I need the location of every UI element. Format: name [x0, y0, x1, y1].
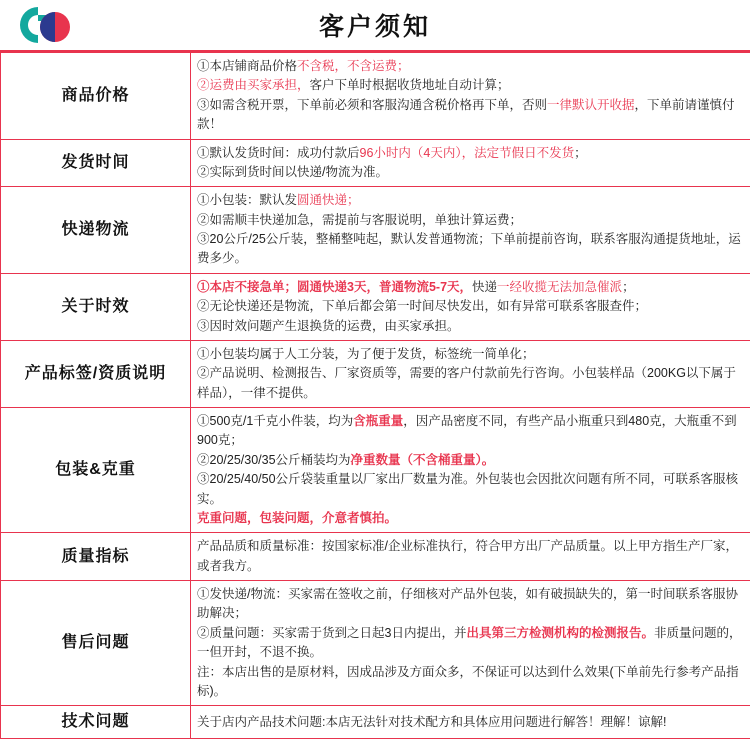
- content-line: [197, 57, 744, 76]
- content-line: [197, 451, 744, 470]
- content-line: [197, 191, 744, 210]
- row-content: [191, 53, 750, 140]
- content-text: ①本店铺商品价格: [197, 59, 297, 73]
- table-row: [1, 139, 750, 187]
- content-text: ，因产品密度不同，有些产品小瓶重只到480克，大瓶重不到900克；: [197, 414, 737, 447]
- content-text: ③20公斤/25公斤装，整桶整吨起，默认发普通物流；下单前提前咨询，联系客服沟通提货地址，运费多少。: [197, 232, 741, 265]
- content-line: [197, 211, 744, 230]
- content-line: [197, 663, 744, 702]
- table-row: [1, 340, 750, 407]
- content-text: 一律默认开收据: [547, 98, 635, 112]
- content-text: ①默认发货时间：成功付款后: [197, 146, 360, 160]
- row-label: 售后问题: [1, 581, 191, 706]
- content-line: [197, 76, 744, 95]
- content-text: 快递: [472, 280, 497, 294]
- content-text: ①发快递/物流：买家需在签收之前，仔细核对产品外包装，如有破损缺失的，第一时间联系客服协助解决；: [197, 587, 738, 620]
- content-text: ②运费由买家承担，: [197, 78, 310, 92]
- table-row: [1, 273, 750, 340]
- content-line: [197, 345, 744, 364]
- row-label: 产品标签/资质说明: [1, 340, 191, 407]
- content-text: ②质量问题：买家需于货到之日起3日内提出，并: [197, 626, 466, 640]
- row-content: [191, 581, 750, 706]
- row-label: 质量指标: [1, 533, 191, 581]
- content-text: 注：本店出售的是原材料，因成品涉及方面众多，不保证可以达到什么效果(下单前先行参考产品指标)。: [197, 665, 739, 698]
- content-line: [197, 317, 744, 336]
- content-text: 96小时内（4天内），法定节假日不发货: [360, 146, 575, 160]
- content-text: 不含税，不含运费；: [297, 59, 410, 73]
- content-line: [197, 509, 744, 528]
- content-text: ②产品说明、检测报告、厂家资质等，需要的客户付款前先行咨询。小包装样品（200KG以下属于样品），一律不提供。: [197, 366, 736, 399]
- content-line: [197, 470, 744, 509]
- content-line: [197, 144, 744, 163]
- row-label: 商品价格: [1, 53, 191, 140]
- page-title: 客户须知: [319, 7, 431, 43]
- content-text: ③因时效问题产生退换货的运费，由买家承担。: [197, 319, 460, 333]
- row-label: 关于时效: [1, 273, 191, 340]
- row-content: [191, 533, 750, 581]
- content-text: 含瓶重量: [353, 414, 403, 428]
- content-line: [197, 713, 744, 732]
- content-text: ②20/25/30/35公斤桶装均为: [197, 453, 351, 467]
- content-text: ②无论快递还是物流，下单后都会第一时间尽快发出，如有异常可联系客服查件；: [197, 299, 647, 313]
- content-line: [197, 624, 744, 663]
- content-text: 客户下单时根据收货地址自动计算；: [310, 78, 510, 92]
- content-text: 关于店内产品技术问题:本店无法针对技术配方和具体应用问题进行解答！理解！谅解!: [197, 715, 666, 729]
- content-text: ①本店不接急单；圆通快递3天，普通物流5-7天，: [197, 280, 472, 294]
- content-line: [197, 297, 744, 316]
- content-text: ③20/25/40/50公斤袋装重量以厂家出厂数量为准。外包装也会因批次问题有所不同，可联系客服核实。: [197, 472, 738, 505]
- content-text: ①小包装：默认发: [197, 193, 297, 207]
- content-line: [197, 364, 744, 403]
- content-text: 圆通快递；: [297, 193, 360, 207]
- row-content: [191, 187, 750, 274]
- content-line: [197, 278, 744, 297]
- content-line: [197, 412, 744, 451]
- content-text: ①500克/1千克小件装，均为: [197, 414, 353, 428]
- content-text: ②实际到货时间以快递/物流为准。: [197, 165, 388, 179]
- row-content: [191, 706, 750, 739]
- row-label: 快递物流: [1, 187, 191, 274]
- content-text: ；: [574, 146, 587, 160]
- table-row: [1, 408, 750, 533]
- content-text: 克重问题，包装问题，介意者慎拍。: [197, 511, 397, 525]
- content-line: [197, 163, 744, 182]
- content-text: 净重数量（不含桶重量）。: [351, 453, 495, 467]
- content-line: [197, 96, 744, 135]
- row-label: 技术问题: [1, 706, 191, 739]
- notice-table: [0, 52, 750, 739]
- row-label: 发货时间: [1, 139, 191, 187]
- table-row: [1, 533, 750, 581]
- row-content: [191, 340, 750, 407]
- content-text: 出具第三方检测机构的检测报告。: [466, 626, 654, 640]
- content-text: 一经收揽无法加急催派: [497, 280, 622, 294]
- content-text: ②如需顺丰快递加急，需提前与客服说明，单独计算运费；: [197, 213, 522, 227]
- content-line: [197, 585, 744, 624]
- content-text: 产品品质和质量标准：按国家标准/企业标准执行，符合甲方出厂产品质量。以上甲方指生产厂家，或者我方。: [197, 539, 738, 572]
- content-text: ③如需含税开票，下单前必须和客服沟通含税价格再下单，否则: [197, 98, 547, 112]
- table-row: [1, 706, 750, 739]
- logo-icon: [8, 2, 86, 48]
- table-row: [1, 581, 750, 706]
- row-content: [191, 408, 750, 533]
- content-line: [197, 230, 744, 269]
- row-content: [191, 273, 750, 340]
- content-text: ；: [622, 280, 635, 294]
- row-label: 包装&克重: [1, 408, 191, 533]
- document-header: [0, 0, 750, 52]
- content-line: [197, 537, 744, 576]
- table-row: [1, 53, 750, 140]
- content-text: ①小包装均属于人工分装，为了便于发货，标签统一简单化；: [197, 347, 535, 361]
- row-content: [191, 139, 750, 187]
- table-row: [1, 187, 750, 274]
- content-text: ，下单前请谨慎付款！: [197, 98, 735, 131]
- content-text: 非质量问题的，一但开封，不退不换。: [197, 626, 741, 659]
- notice-table-body: [1, 53, 750, 739]
